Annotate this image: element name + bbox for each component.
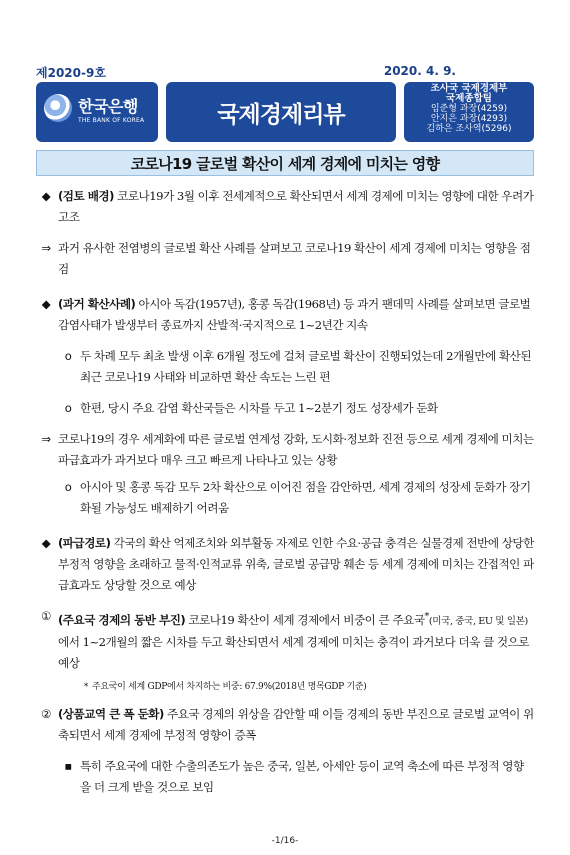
number-two-icon: ② <box>41 706 51 721</box>
footnote <box>36 680 534 694</box>
diamond-bullet-icon: ◆ <box>41 536 51 550</box>
asterisk-icon: * <box>83 681 89 692</box>
item-text: 코로나19 확산이 세계 경제에서 비중이 큰 주요국 <box>185 612 425 627</box>
sub-item-text: 특히 주요국에 대한 수출의존도가 높은 중국, 일본, 아세안 등이 교역 축소에 따른 부정적 영향을 더 크게 받을 것으로 보임 <box>80 758 524 794</box>
circle-bullet-icon: o <box>64 480 72 494</box>
diamond-bullet-icon: ◆ <box>41 297 51 311</box>
top-meta <box>36 64 534 80</box>
document-body <box>36 186 534 798</box>
implication-text: 과거 유사한 전염병의 글로벌 확산 사례를 살펴보고 코로나19 확산이 세계 경제에 미치는 영향을 점검 <box>58 241 531 276</box>
square-bullet-icon: ▪ <box>64 758 72 773</box>
section-keyword: (과거 확산사례) <box>58 297 136 311</box>
circle-bullet-icon: o <box>64 349 72 363</box>
section-text: 아시아 독감(1957년), 홍콩 독감(1968년) 등 과거 팬데믹 사례를 살펴보면 글로벌 감염사태가 발생부터 종료까지 산발적·국지적으로 1~2년간 지속 <box>58 297 531 332</box>
footnote-text: 주요국이 세계 GDP에서 차지하는 비중: 67.9%(2018년 명목GDP 기준) <box>92 681 367 692</box>
bank-emblem-icon <box>44 94 72 122</box>
item-parenthetical: (미국, 중국, EU 및 일본) <box>428 615 528 627</box>
staff-contact: 임준형 과장(4259) <box>430 104 508 114</box>
item-text: 에서 1~2개월의 짧은 시차를 두고 확산되면서 세계 경제에 미치는 충격이 과거보다 더욱 클 것으로 예상 <box>58 634 529 670</box>
department-name: 조사국 국제경제부 <box>430 83 508 94</box>
item-keyword: (주요국 경제의 동반 부진) <box>58 612 186 627</box>
implication-item <box>36 238 534 280</box>
sub-item <box>36 477 534 519</box>
section-keyword: (파급경로) <box>58 536 111 550</box>
logo-korean-name: 한국은행 <box>78 97 138 116</box>
section-text: 각국의 확산 억제조치와 외부활동 자제로 인한 수요·공급 충격은 실물경제 전반에 상당한 부정적 영향을 초래하고 물적·인적교류 위축, 글로벌 공급망 훼손 등 세계 경제에 미치는 간접적인 파급효과도 상당할 것으로 예상 <box>58 536 534 592</box>
sub-item <box>36 756 534 798</box>
report-title: 국제경제리뷰 <box>166 82 396 142</box>
bank-logo <box>36 82 158 142</box>
arrow-bullet-icon: ⇒ <box>41 432 51 446</box>
section-transmission-channels <box>36 533 534 596</box>
department-info <box>404 82 534 142</box>
logo-english-name: THE BANK OF KOREA <box>78 117 145 124</box>
sub-item-text: 두 차례 모두 최초 발생 이후 6개월 정도에 걸쳐 글로벌 확산이 진행되었는데 2개월만에 확산된 최근 코로나19 사태와 비교하면 확산 속도는 느린 편 <box>80 349 532 384</box>
number-one-icon: ① <box>41 609 51 623</box>
implication-item <box>36 429 534 471</box>
sub-item <box>36 346 534 388</box>
staff-contact: 안지은 과장(4293) <box>430 114 508 124</box>
numbered-item <box>36 606 534 674</box>
diamond-bullet-icon: ◆ <box>41 189 51 203</box>
item-text: 주요국 경제의 위상을 감안할 때 이들 경제의 동반 부진으로 글로벌 교역이 위축되면서 세계 경제에 부정적 영향이 증폭 <box>58 706 534 742</box>
headline: 코로나19 글로벌 확산이 세계 경제에 미치는 영향 <box>36 150 534 176</box>
numbered-item <box>36 704 534 746</box>
team-name: 국제종합팀 <box>446 93 492 104</box>
publication-date: 2020. 4. 9. <box>383 64 456 78</box>
sub-item <box>36 398 534 419</box>
section-review-background <box>36 186 534 228</box>
page-number: -1/16- <box>271 836 299 846</box>
item-keyword: (상품교역 큰 폭 둔화) <box>58 706 164 721</box>
section-text: 코로나19가 3월 이후 전세계적으로 확산되면서 세계 경제에 미치는 영향에 대한 우려가 고조 <box>58 189 534 224</box>
section-keyword: (검토 배경) <box>58 189 114 203</box>
arrow-bullet-icon: ⇒ <box>41 241 51 255</box>
implication-text: 코로나19의 경우 세계화에 따른 글로벌 연계성 강화, 도시화·정보화 진전 등으로 세계 경제에 미치는 파급효과가 과거보다 매우 크고 빠르게 나타나고 있는 상황 <box>58 432 534 467</box>
section-past-cases <box>36 294 534 336</box>
sub-item-text: 한편, 당시 주요 감염 확산국들은 시차를 두고 1~2분기 정도 성장세가 둔화 <box>80 401 438 415</box>
issue-number: 제2020-9호 <box>36 66 106 80</box>
footnote-marker: * <box>424 611 429 622</box>
staff-contact: 김하은 조사역(5296) <box>426 124 512 134</box>
header-banner <box>36 82 534 142</box>
circle-bullet-icon: o <box>64 401 72 415</box>
sub-item-text: 아시아 및 홍콩 독감 모두 2차 확산으로 이어진 점을 감안하면, 세계 경제의 성장세 둔화가 장기화될 가능성도 배제하기 어려움 <box>80 480 531 515</box>
